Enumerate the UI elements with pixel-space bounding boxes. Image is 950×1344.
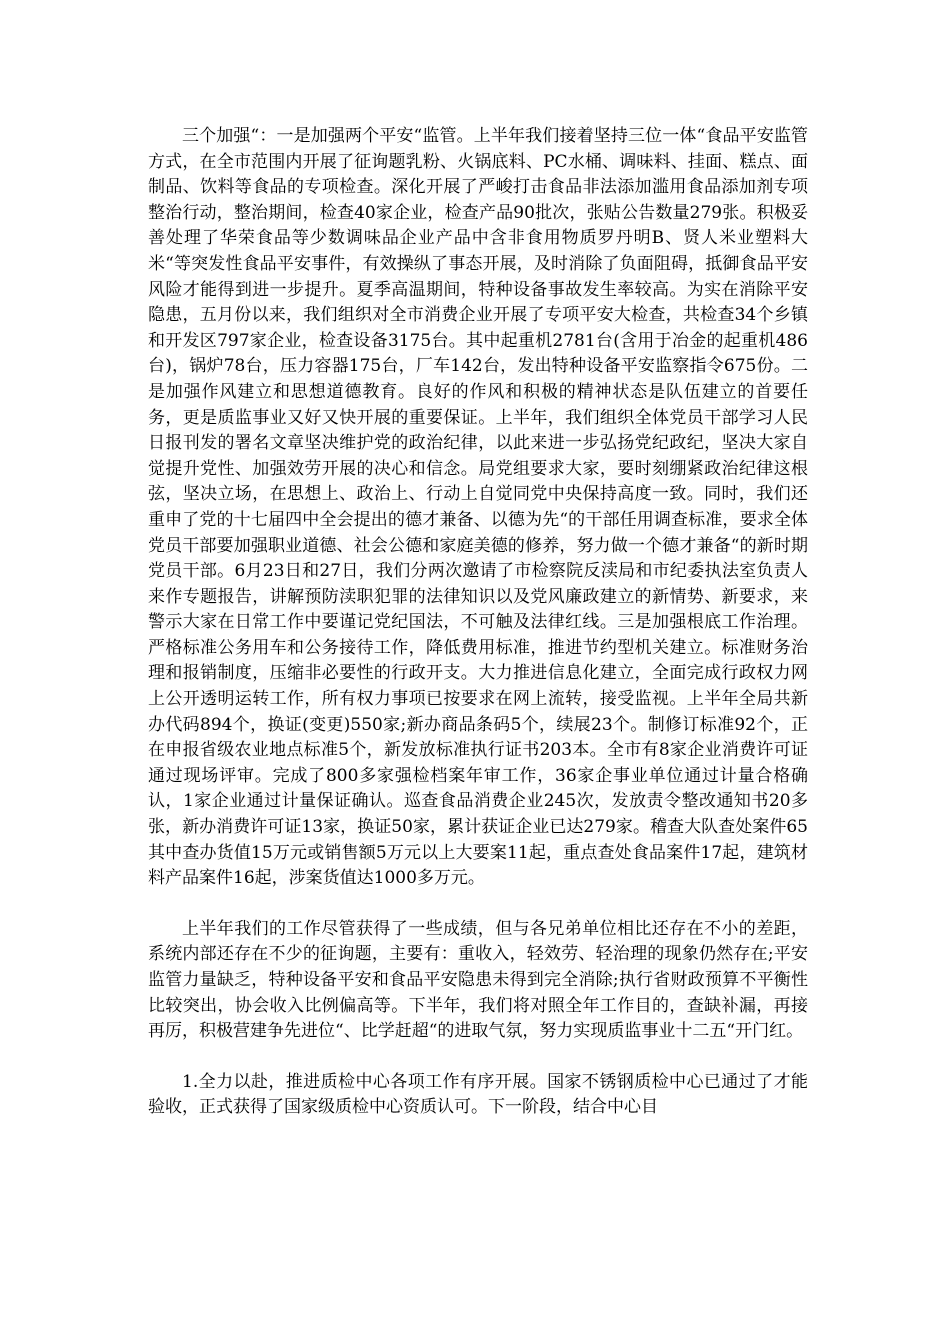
document-body [148,124,808,1121]
paragraph-three-strengthens: 三个加强“：一是加强两个平安“监管。上半年我们接着坚持三位一体“食品平安监管方式，在全市范围内开展了征询题乳粉、火锅底料、PC水桶、调味料、挂面、糕点、面制品、饮料等食品的专项检查。深化开展了严峻打击食品非法添加滥用食品添加剂专项整治行动，整治期间，检查40家企业，检查产品90批次，张贴公告数量279张。积极妥善处理了华荣食品等少数调味品企业产品中含非食用物质罗丹明B、贤人米业塑料大米“等突发性食品平安事件，有效操纵了事态开展，及时消除了负面阻碍，抵御食品平安风险才能得到进一步提升。夏季高温期间，特种设备事故发生率较高。为实在消除平安隐患，五月份以来，我们组织对全市消费企业开展了专项平安大检查，共检查34个乡镇和开发区797家企业，检查设备3175台。其中起重机2781台(含用于冶金的起重机486台)，锅炉78台，压力容器175台，厂车142台，发出特种设备平安监察指令675份。二是加强作风建立和思想道德教育。良好的作风和积极的精神状态是队伍建立的首要任务，更是质监事业又好又快开展的重要保证。上半年，我们组织全体党员干部学习人民日报刊发的署名文章坚决维护党的政治纪律，以此来进一步弘扬党纪政纪，坚决大家自觉提升党性、加强效劳开展的决心和信念。局党组要求大家，要时刻绷紧政治纪律这根弦，坚决立场，在思想上、政治上、行动上自觉同党中央保持高度一致。同时，我们还重申了党的十七届四中全会提出的德才兼备、以德为先“的干部任用调查标准，要求全体党员干部要加强职业道德、社会公德和家庭美德的修养，努力做一个德才兼备“的新时期党员干部。6月23日和27日，我们分两次邀请了市检察院反渎局和市纪委执法室负责人来作专题报告，讲解预防渎职犯罪的法律知识以及党风廉政建立的新情势、新要求，来警示大家在日常工作中要谨记党纪国法，不可触及法律红线。三是加强根底工作治理。严格标准公务用车和公务接待工作，降低费用标准，推进节约型机关建立。标准财务治理和报销制度，压缩非必要性的行政开支。大力推进信息化建立，全面完成行政权力网上公开透明运转工作，所有权力事项已按要求在网上流转，接受监视。上半年全局共新办代码894个，换证(变更)550家;新办商品条码5个，续展23个。制修订标准92个，正在申报省级农业地点标准5个，新发放标准执行证书203本。全市有8家企业消费许可证通过现场评审。完成了800多家强检档案年审工作，36家企事业单位通过计量合格确认，1家企业通过计量保证确认。巡查食品消费企业245次，发放责令整改通知书20多张，新办消费许可证13家，换证50家，累计获证企业已达279家。稽查大队查处案件65其中查办货值15万元或销售额5万元以上大要案11起，重点查处食品案件17起，建筑材料产品案件16起，涉案货值达1000多万元。 [148,126,808,889]
paragraph-shortcomings: 上半年我们的工作尽管获得了一些成绩，但与各兄弟单位相比还存在不小的差距，系统内部还存在不少的征询题，主要有：重收入，轻效劳、轻治理的现象仍然存在;平安监管力量缺乏，特种设备平安和食品平安隐患未得到完全消除;执行省财政预算不平衡性比较突出，协会收入比例偏高等。下半年，我们将对照全年工作目的，查缺补漏，再接再厉，积极营建争先进位“、比学赶超“的进取气氛，努力实现质监事业十二五“开门红。 [148,918,808,1042]
paragraph-quality-center: 1.全力以赴，推进质检中心各项工作有序开展。国家不锈钢质检中心已通过了才能验收，正式获得了国家级质检中心资质认可。下一阶段，结合中心目 [148,1071,808,1118]
